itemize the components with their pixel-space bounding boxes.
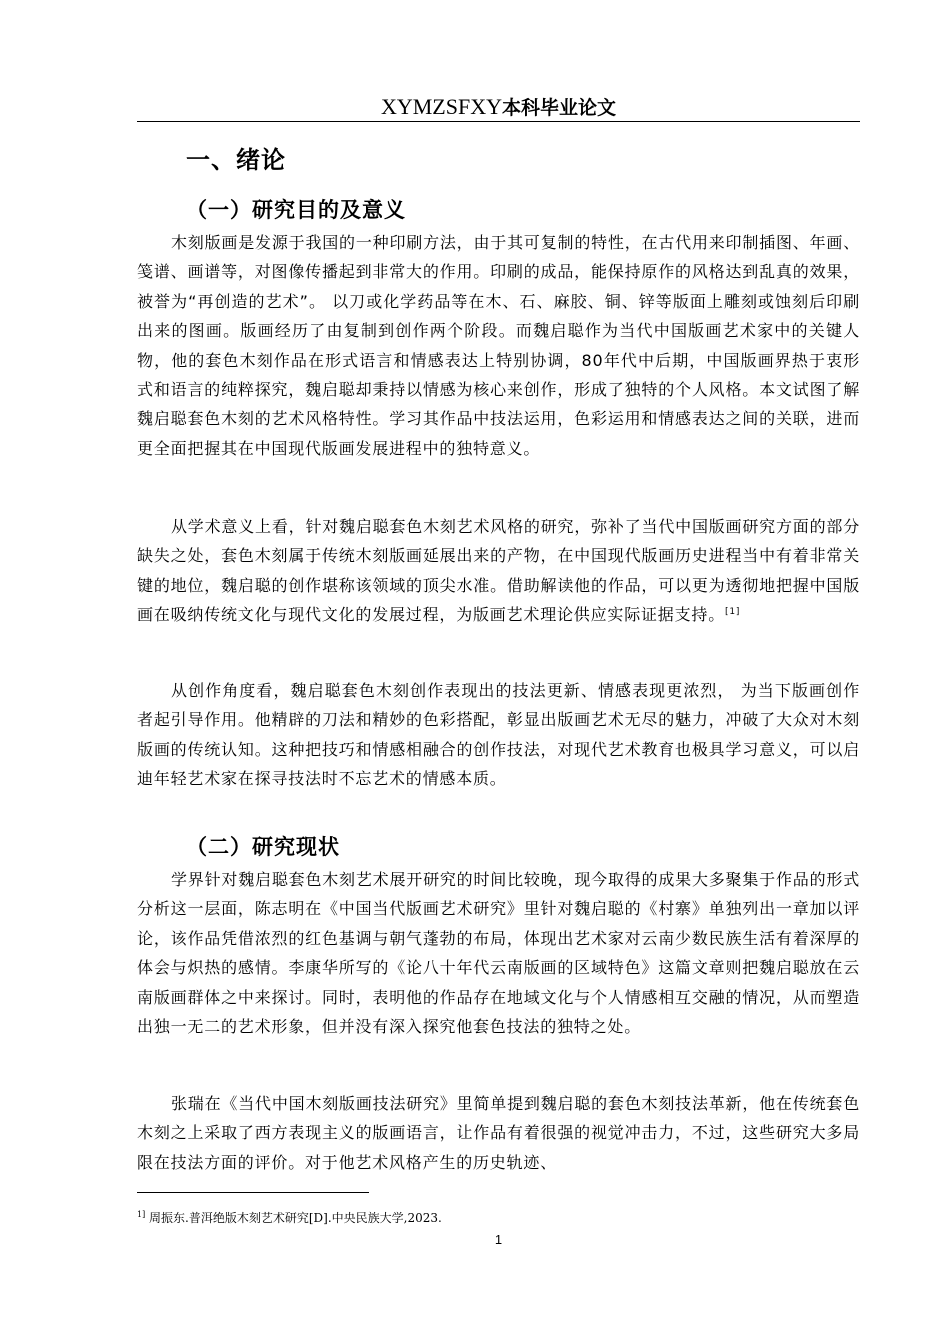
section-heading-research-status: （二）研究现状 [186, 835, 340, 859]
chapter-heading: 一、绪论 [186, 146, 286, 174]
paragraph-academic-significance-text: 从学术意义上看，针对魏启聪套色木刻艺术风格的研究，弥补了当代中国版画研究方面的部分缺失之处，套色木刻属于传统木刻版画延展出来的产物，在中国现代版画历史进程当中有着非常关键的地位，魏启聪的创作堪称该领域的顶尖水准。借助解读他的作品，可以更为透彻地把握中国版画在吸纳传统文化与现代文化的发展过程，为版画艺术理论供应实际证据支持。 [137, 517, 860, 625]
footnote-marker: 1] [137, 1210, 146, 1219]
footnote-text: 周振东.普洱绝版木刻艺术研究[D].中央民族大学,2023. [145, 1211, 442, 1225]
footnote [137, 1209, 442, 1227]
page-header [137, 94, 860, 120]
paragraph-woodcut-intro: 木刻版画是发源于我国的一种印刷方法，由于其可复制的特性，在古代用来印制插图、年画、笺谱、画谱等，对图像传播起到非常大的作用。印刷的成品，能保持原作的风格达到乱真的效果，被誉为“再创造的艺术”。 以刀或化学药品等在木、石、麻胶、铜、锌等版面上雕刻或蚀刻后印刷出来的图画。版画经历了由复制到创作两个阶段。而魏启聪作为当代中国版画艺术家中的关键人物，他的套色木刻作品在形式语言和情感表达上特别协调，80年代中后期，中国版画界热于衷形式和语言的纯粹探究，魏启聪却秉持以情感为核心来创作，形成了独特的个人风格。本文试图了解魏启聪套色木刻的艺术风格特性。学习其作品中技法运用，色彩运用和情感表达之间的关联，进而更全面把握其在中国现代版画发展进程中的独特意义。 [137, 233, 860, 458]
paragraph-zhang-rui-study: 张瑞在《当代中国木刻版画技法研究》里简单提到魏启聪的套色木刻技法革新，他在传统套色木刻之上采取了西方表现主义的版画语言，让作品有着很强的视觉冲击力，不过，这些研究大多局限在技法方面的评价。对于他艺术风格产生的历史轨迹、 [137, 1094, 860, 1172]
header-school-code: XYMZSFXY [380, 94, 502, 119]
citation-ref-1: [1] [725, 607, 741, 618]
page-number: 1 [494, 1232, 503, 1247]
paragraph-academic-significance [137, 512, 860, 630]
footnote-divider [137, 1192, 369, 1193]
header-divider [137, 121, 860, 122]
header-thesis-label: 本科毕业论文 [502, 97, 617, 119]
section-heading-purpose: （一）研究目的及意义 [186, 198, 406, 222]
paragraph-creative-significance: 从创作角度看，魏启聪套色木刻创作表现出的技法更新、情感表现更浓烈， 为当下版画创作者起引导作用。他精辟的刀法和精妙的色彩搭配，彰显出版画艺术无尽的魅力，冲破了大众对木刻版画的传统认知。这种把技巧和情感相融合的创作技法，对现代艺术教育也极具学习意义，可以启迪年轻艺术家在探寻技法时不忘艺术的情感本质。 [137, 681, 860, 789]
paragraph-research-status: 学界针对魏启聪套色木刻艺术展开研究的时间比较晚，现今取得的成果大多聚集于作品的形式分析这一层面，陈志明在《中国当代版画艺术研究》里针对魏启聪的《村寨》单独列出一章加以评论，该作品凭借浓烈的红色基调与朝气蓬勃的布局，体现出艺术家对云南少数民族生活有着深厚的体会与炽热的感情。李康华所写的《论八十年代云南版画的区域特色》这篇文章则把魏启聪放在云南版画群体之中来探讨。同时，表明他的作品存在地域文化与个人情感相互交融的情况，从而塑造出独一无二的艺术形象，但并没有深入探究他套色技法的独特之处。 [137, 870, 860, 1037]
